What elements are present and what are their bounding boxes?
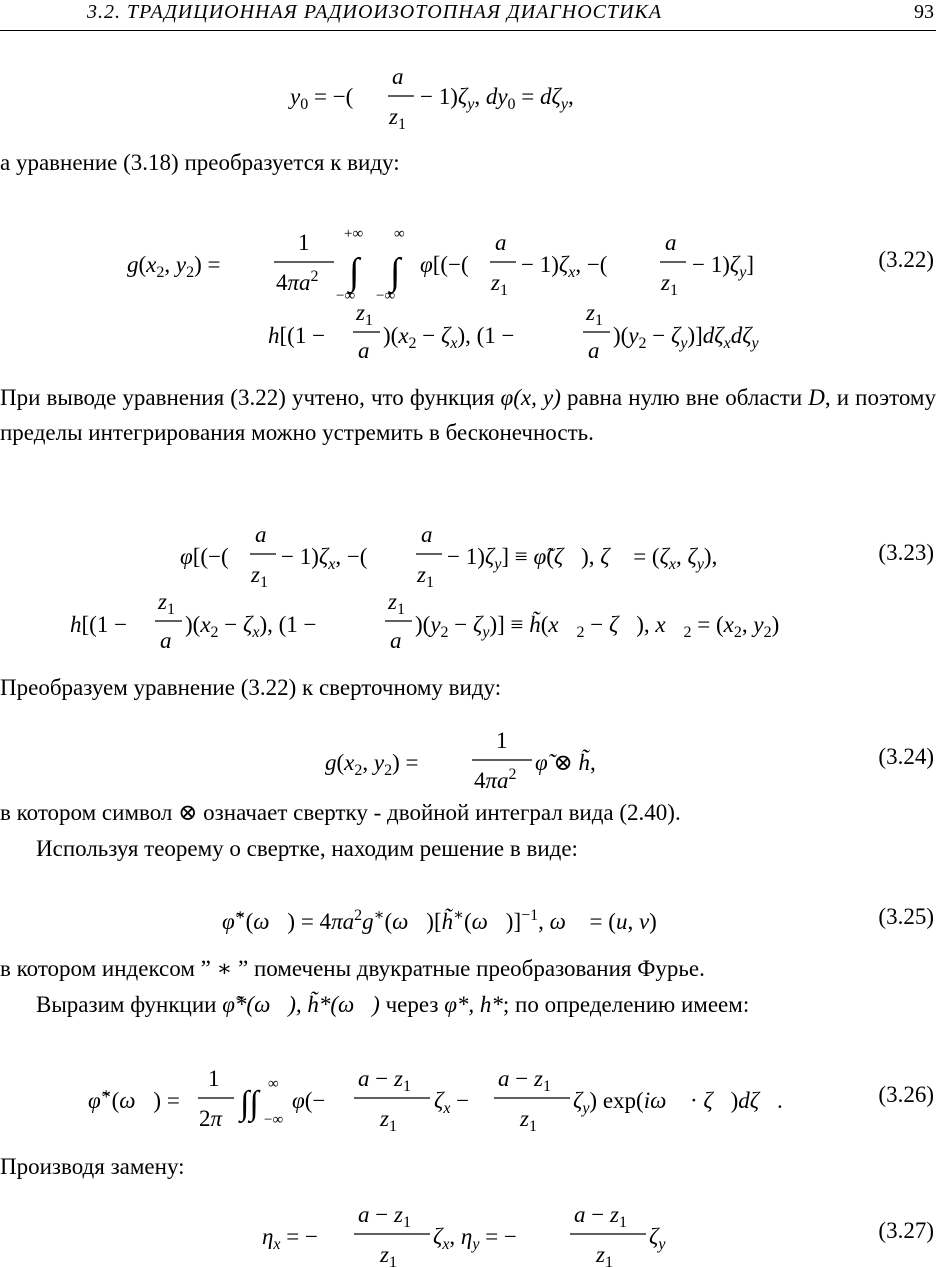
equation-y0	[0, 56, 936, 136]
svg-text:g(x2, y2) =: $g(x_2$, $y_2$) =	[127, 252, 221, 281]
svg-text:a: a	[255, 522, 267, 547]
svg-text:a − z1: $a - z_1$	[358, 1066, 411, 1095]
svg-text:z1: $z_1$	[356, 300, 373, 329]
svg-text:−∞: −∞	[336, 288, 356, 304]
svg-text:)(x2 − ζx), (1 −: )$(x_2 - \zeta_x)$, (1 −	[185, 612, 317, 641]
paragraph-convolution-symbol: в котором символ ⊗ означает свертку - двойной интеграл вида (2.40).	[0, 800, 681, 825]
paragraph-express-functions: Выразим функции φ̃*(ω⃗), h̃*(ω⃗) через φ*, h*; по определению имеем:	[36, 992, 750, 1017]
svg-text:h[(1 −: h[(1 −	[268, 323, 326, 348]
svg-text:a − z1: $a - z_1$	[574, 1202, 627, 1231]
svg-text:z1: $z_1$	[491, 270, 508, 299]
svg-text:z1: $z_1$	[661, 270, 678, 299]
equation-3-27	[0, 1200, 936, 1268]
svg-text:− 1)ζy]: − $1)\zeta_y$]	[692, 252, 754, 281]
svg-text:a: a	[358, 338, 370, 363]
svg-text:z1: $z_1$	[388, 589, 405, 618]
svg-text:a: a	[392, 64, 404, 89]
svg-text:1: 1	[496, 728, 508, 753]
running-title: 3.2. ТРАДИЦИОННАЯ РАДИОИЗОТОПНАЯ ДИАГНОСТИКА	[87, 1, 663, 23]
otimes-symbol: ⊗	[178, 800, 198, 825]
svg-text:φ[(−(: φ[(−(	[420, 252, 469, 277]
svg-text:ζy: $\zeta_y$	[649, 1224, 666, 1253]
svg-text:φ[(−(: φ[(−(	[180, 544, 229, 569]
svg-text:a: a	[665, 230, 677, 255]
svg-text:z1: $z_1$	[586, 300, 603, 329]
svg-text:a: a	[588, 338, 600, 363]
inline-math-phi: φ(x, y)	[500, 385, 561, 410]
inline-math-star: ” ∗ ”	[200, 956, 249, 981]
svg-text:z1: $z_1$	[158, 589, 175, 618]
equation-number: (3.23)	[878, 540, 934, 565]
svg-text:4πa2: $4\pi a^2$	[474, 766, 517, 793]
svg-text:1: 1	[208, 1066, 220, 1091]
svg-text:ζx, ηy = −: $\zeta_x$, $\eta_y$ = −	[433, 1224, 517, 1253]
svg-text:h[(1 −: h[(1 −	[70, 612, 128, 637]
svg-text:4πa2: $4\pi a^2$	[276, 268, 319, 295]
paragraph-substitution: Производя замену:	[0, 1154, 185, 1179]
svg-text:∞: ∞	[268, 1076, 279, 1092]
inline-math-phi-h-star: φ̃*(ω⃗), h̃*(ω⃗)	[222, 992, 380, 1017]
svg-text:φ̃∗(ω⃗) =: φ̃∗(ω⃗) =	[88, 1086, 180, 1113]
equation-number: (3.25)	[878, 904, 934, 929]
svg-text:z1: $z_1$	[380, 1242, 397, 1268]
svg-text:−∞: −∞	[264, 1112, 284, 1128]
equation-number: (3.27)	[878, 1218, 934, 1243]
paragraph-fourier-index: в котором индексом ” ∗ ” помечены двукратные преобразования Фурье.	[0, 956, 705, 981]
inline-math-phi-h: φ*, h*	[444, 992, 503, 1017]
svg-text:ζx −: $\zeta_x$ −	[434, 1088, 470, 1117]
svg-text:− 1)ζx, −(: − $1)\zeta_x$, −(	[281, 544, 368, 573]
svg-text:a: a	[390, 628, 402, 653]
equation-3-25	[0, 895, 936, 945]
equation-3-24	[0, 722, 936, 802]
svg-text:∫: ∫	[349, 251, 360, 293]
svg-text:z1: $z_1$	[596, 1242, 613, 1268]
svg-text:g(x2, y2) =: $g(x_2$, $y_2$) =	[325, 750, 419, 779]
svg-text:a: a	[160, 628, 172, 653]
equation-3-22	[0, 220, 936, 363]
svg-text:+∞: +∞	[344, 226, 364, 242]
svg-text:2π: 2π	[199, 1106, 223, 1131]
svg-text:a − z1: $a - z_1$	[498, 1066, 551, 1095]
svg-text:z1: $z_1$	[417, 562, 434, 591]
svg-text:a − z1: $a - z_1$	[358, 1202, 411, 1231]
svg-text:φ(−: φ(−	[292, 1088, 326, 1113]
inline-math-domain: D	[808, 385, 825, 410]
svg-text:)(x2 − ζx), (1 −: )$(x_2 - \zeta_x)$, (1 −	[383, 323, 515, 352]
svg-text:− 1)ζy] ≡ φ̃(ζ⃗), ζ⃗ = (ζx, ζy: − $1)\zeta_y$] ≡ φ̃(ζ⃗), ζ⃗ = ($\zeta_x$, $\zeta_y$),	[447, 544, 718, 573]
svg-text:∫∫: ∫∫	[240, 1085, 259, 1122]
page-number: 93	[914, 1, 934, 23]
svg-text:z1: $z_1$	[520, 1106, 537, 1135]
svg-text:z1: $z_1$	[389, 104, 406, 133]
equation-number: (3.22)	[878, 247, 934, 272]
paragraph-convolution-form: Преобразуем уравнение (3.22) к сверточному виду:	[0, 675, 502, 700]
svg-text:1: 1	[298, 230, 310, 255]
paragraph-convolution-theorem: Используя теорему о свертке, находим решение в виде:	[36, 836, 578, 861]
svg-text:ηx = −: $\eta_x$ = −	[262, 1224, 318, 1253]
equation-3-23	[0, 520, 936, 660]
svg-text:∞: ∞	[394, 226, 405, 242]
svg-text:z1: $z_1$	[251, 562, 268, 591]
svg-text:−∞: −∞	[376, 288, 396, 304]
svg-text:)(y2 − ζy)] ≡ h̃(x⃗2 − ζ⃗), x⃗: )$(y_2 - \zeta_y)$] ≡ $h̃(x⃗_2$ − ζ⃗), $x⃗_2 = (x_2$, $y_2$)	[415, 612, 780, 641]
svg-text:z1: $z_1$	[380, 1106, 397, 1135]
svg-text:y0 = −(: $y_0$ = −(	[290, 84, 354, 113]
svg-text:φ̃ ⊗ h̃,: φ̃ ⊗ h̃,	[535, 750, 596, 775]
svg-text:ζy) exp(iω⃗ · ζ⃗)dζ⃗.: $\zeta_y$) exp(iω⃗ · ζ⃗)dζ⃗.	[573, 1088, 783, 1117]
equation-3-26	[0, 1062, 936, 1142]
svg-text:φ̃∗(ω⃗) = 4πa2g∗(ω⃗)[h̃∗(ω⃗)]−: φ̃∗(ω⃗) = $4\pi a^2g^∗(\omega⃗)[h̃^∗(\omega⃗)]^{-1}$, ω⃗ = (u, v)	[222, 907, 657, 934]
svg-text:a: a	[421, 522, 433, 547]
paragraph-integration-limits: При выводе уравнения (3.22) учтено, что функция φ(x, y) равна нулю вне области D, и поэтому пределы интегрирования можно устремить в бесконечность.	[0, 385, 936, 445]
running-header	[0, 0, 936, 31]
paragraph-transform: а уравнение (3.18) преобразуется к виду:	[0, 150, 400, 175]
svg-text:a: a	[495, 230, 507, 255]
svg-text:)(y2 − ζy)]dζxdζy: )$(y_2 - \zeta_y)]d\zeta_xd\zeta_y$	[613, 323, 759, 352]
svg-text:− 1)ζx, −(: − $1)\zeta_x$, −(	[521, 252, 608, 281]
svg-text:− 1)ζy, dy0 = dζy,: − $1)\zeta_y$, $dy_0 = d\zeta_y$,	[420, 84, 574, 113]
equation-number: (3.24)	[878, 744, 934, 769]
equation-number: (3.26)	[878, 1082, 934, 1107]
svg-text:∫: ∫	[390, 251, 401, 293]
